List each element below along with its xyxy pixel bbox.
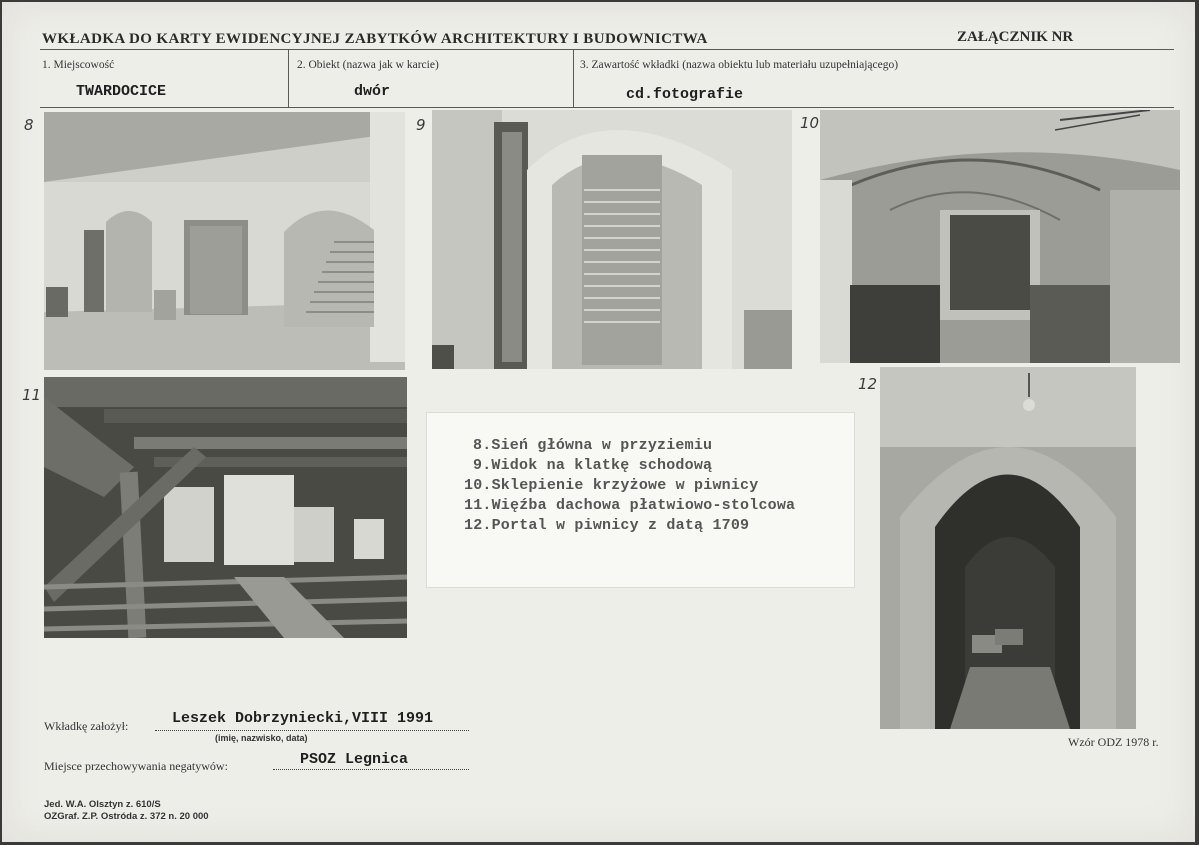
caption-line-11: 11.Więźba dachowa płatwiowo-stolcowa (464, 497, 796, 514)
form-model: Wzór ODZ 1978 r. (1068, 735, 1159, 749)
header-rule (40, 49, 1174, 50)
negatives-line (273, 769, 469, 770)
field-row-rule (40, 107, 1174, 108)
photo-cellar-portal (880, 367, 1136, 729)
photo-cellar-vault (820, 110, 1180, 363)
photo-number-12: 12 (858, 375, 878, 393)
print-line-2: OZGraf. Z.P. Ostróda z. 372 n. 20 000 (44, 811, 209, 822)
locality-value: TWARDOCICE (76, 83, 167, 100)
photo-number-10: 10 (800, 114, 820, 132)
photo-number-11: 11 (22, 386, 42, 404)
field-divider-1 (288, 50, 289, 108)
caption-box (426, 412, 855, 588)
negatives-value: PSOZ Legnica (300, 751, 409, 768)
object-label: 2. Obiekt (nazwa jak w karcie) (297, 59, 439, 71)
caption-line-10: 10.Sklepienie krzyżowe w piwnicy (464, 477, 759, 494)
photo-number-8: 8 (24, 116, 34, 134)
photo-staircase (432, 110, 792, 369)
locality-label: 1. Miejscowość (42, 59, 115, 71)
object-value: dwór (354, 83, 391, 100)
created-by-hint: (imię, nazwisko, data) (215, 733, 308, 743)
inventory-card (2, 2, 1195, 842)
caption-line-8: 8.Sień główna w przyziemiu (473, 437, 713, 454)
photo-number-9: 9 (416, 116, 426, 134)
content-value: cd.fotografie (626, 86, 744, 103)
photo-roof-truss (44, 377, 407, 638)
annex-label: ZAŁĄCZNIK NR (957, 29, 1074, 45)
created-by-value: Leszek Dobrzyniecki,VIII 1991 (172, 710, 434, 727)
content-label: 3. Zawartość wkładki (nazwa obiektu lub materiału uzupełniającego) (580, 59, 899, 71)
created-by-line (155, 730, 469, 731)
negatives-label: Miejsce przechowywania negatywów: (44, 759, 228, 773)
caption-line-12: 12.Portal w piwnicy z datą 1709 (464, 517, 750, 534)
caption-line-9: 9.Widok na klatkę schodową (473, 457, 713, 474)
print-line-1: Jed. W.A. Olsztyn z. 610/S (44, 799, 161, 810)
card-title: WKŁADKA DO KARTY EWIDENCYJNEJ ZABYTKÓW ARCHITEKTURY I BUDOWNICTWA (42, 31, 708, 47)
photo-main-hall (44, 112, 405, 370)
created-by-label: Wkładkę założył: (44, 719, 129, 733)
field-divider-2 (573, 50, 574, 108)
